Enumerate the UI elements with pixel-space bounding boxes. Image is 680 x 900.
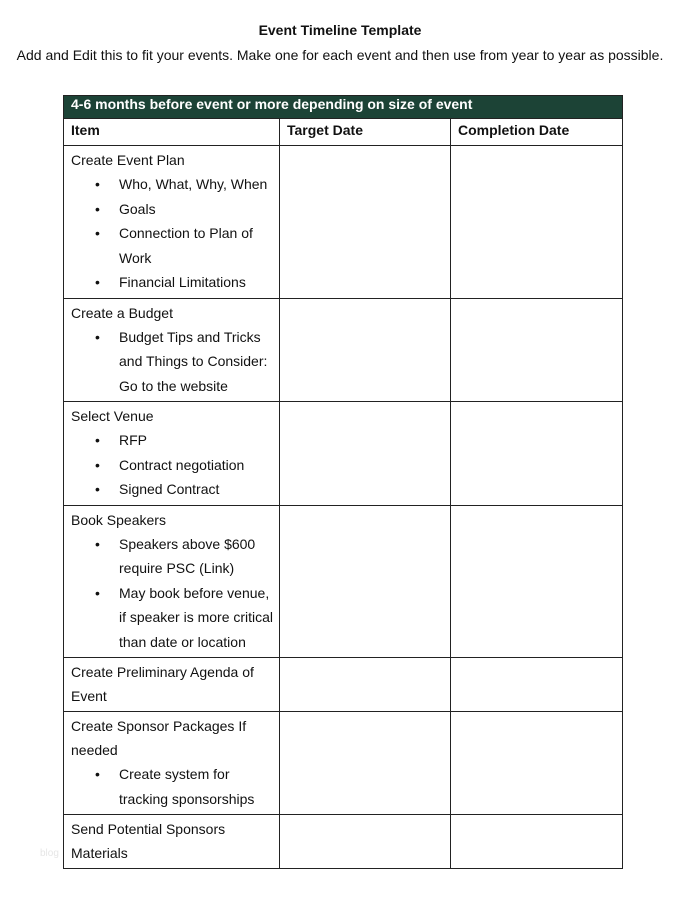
subitem-list: [71, 428, 275, 502]
completion-date-cell[interactable]: [451, 712, 623, 815]
target-date-cell[interactable]: [280, 658, 451, 712]
completion-date-cell[interactable]: [451, 505, 623, 658]
subitem: • Connection to Plan of Work: [71, 221, 275, 270]
target-date-cell[interactable]: [280, 402, 451, 506]
item-cell: [64, 146, 280, 299]
timeline-table: [63, 95, 623, 869]
item-cell: [64, 505, 280, 658]
item-title: Book Speakers: [71, 511, 166, 528]
subitem: • Signed Contract: [71, 477, 275, 502]
target-date-cell[interactable]: [280, 815, 451, 869]
subitem-list: [71, 762, 275, 811]
subitem: • Financial Limitations: [71, 270, 275, 295]
table-row: [64, 815, 623, 869]
item-title: Select Venue: [71, 408, 154, 424]
item-title: Create a Budget: [71, 304, 173, 321]
target-date-cell[interactable]: [280, 146, 451, 299]
page-subtitle: Add and Edit this to fit your events. Make one for each event and then use from year to year as possible.: [16, 47, 664, 63]
column-header-completion-date: Completion Date: [451, 119, 623, 146]
subitem-list: [71, 172, 275, 295]
completion-date-cell[interactable]: [451, 815, 623, 869]
subitem-list: [71, 325, 275, 399]
table-row: [64, 505, 623, 658]
table-row: [64, 298, 623, 402]
column-header-item: Item: [64, 119, 280, 146]
completion-date-cell[interactable]: [451, 146, 623, 299]
item-title: Create Event Plan: [71, 152, 185, 168]
section-banner: 4-6 months before event or more depending on size of event: [64, 96, 623, 119]
subitem: • Create system for tracking sponsorships: [71, 762, 275, 811]
completion-date-cell[interactable]: [451, 402, 623, 506]
table-row: [64, 712, 623, 815]
item-cell: [64, 712, 280, 815]
target-date-cell[interactable]: [280, 298, 451, 402]
banner-row: [64, 96, 623, 119]
table-row: [64, 146, 623, 299]
target-date-cell[interactable]: [280, 712, 451, 815]
watermark: blog: [40, 848, 59, 859]
item-cell: [64, 402, 280, 506]
item-title: Send Potential Sponsors Materials: [71, 821, 226, 861]
subitem: • Speakers above $600 require PSC (Link): [71, 532, 275, 581]
column-header-target-date: Target Date: [280, 119, 451, 146]
item-cell: [64, 298, 280, 402]
target-date-cell[interactable]: [280, 505, 451, 658]
completion-date-cell[interactable]: [451, 298, 623, 402]
item-cell: [64, 815, 280, 869]
subitem: • RFP: [71, 428, 275, 453]
subitem: • Goals: [71, 197, 275, 222]
completion-date-cell[interactable]: [451, 658, 623, 712]
subitem: • Budget Tips and Tricks and Things to Consider: Go to the website: [71, 325, 275, 399]
table-row: [64, 658, 623, 712]
page-title: Event Timeline Template: [258, 22, 422, 38]
subitem-list: [71, 532, 275, 655]
item-title: Create Preliminary Agenda of Event: [71, 664, 254, 704]
header-row: [64, 119, 623, 146]
subitem: • Contract negotiation: [71, 453, 275, 478]
table-row: [64, 402, 623, 506]
item-cell: [64, 658, 280, 712]
subitem: • May book before venue, if speaker is more critical than date or location: [71, 581, 275, 655]
subitem: • Who, What, Why, When: [71, 172, 275, 197]
item-title: Create Sponsor Packages If needed: [71, 718, 247, 758]
